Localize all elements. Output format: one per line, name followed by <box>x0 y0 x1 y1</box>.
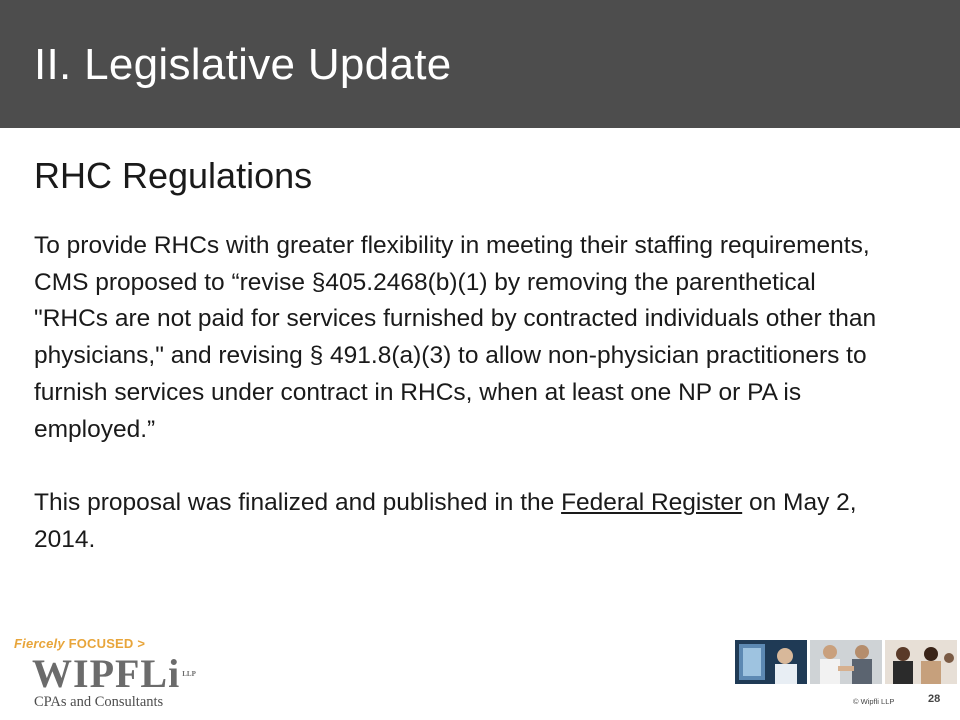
body-paragraph-1: To provide RHCs with greater flexibility in meeting their staffing requirements, CMS proposed to “revise §405.2468(b)(1) by removing the parenthetical "RHCs are not paid for services furnished by contracted individuals other than physicians," and revising § 491.8(a)(3) to allow non-physician practitioners to furnish services under contract in RHCs, when at least one NP or PA is employed.” <box>34 232 877 443</box>
body-paragraph-2 <box>34 485 894 558</box>
paragraph-2-before: This proposal was finalized and published in the <box>34 488 562 516</box>
title-bar <box>0 0 960 128</box>
slide-title: II. Legislative Update <box>34 40 452 89</box>
footer-photo-strip <box>735 640 957 684</box>
logo-suffix: LLP <box>182 670 196 678</box>
photo-handshake <box>810 640 882 684</box>
page-number: 28 <box>928 693 941 705</box>
photo-people <box>885 640 957 684</box>
tagline-fiercely: Fiercely <box>14 636 65 651</box>
tagline <box>14 636 145 651</box>
tagline-focused: FOCUSED > <box>68 636 146 651</box>
logo-subtext: CPAs and Consultants <box>34 694 164 710</box>
copyright: © Wipfli LLP <box>853 697 895 706</box>
wipfli-logo <box>14 636 214 716</box>
photo-doctor-xray <box>735 640 807 684</box>
logo-wordmark <box>32 652 196 696</box>
logo-text: WIPFLi <box>32 651 181 696</box>
paragraph-2-after: on May 2, 2014. <box>34 488 857 553</box>
federal-register-link[interactable]: Federal Register <box>561 488 743 516</box>
slide-body <box>34 228 894 558</box>
slide-subtitle: RHC Regulations <box>34 155 313 196</box>
